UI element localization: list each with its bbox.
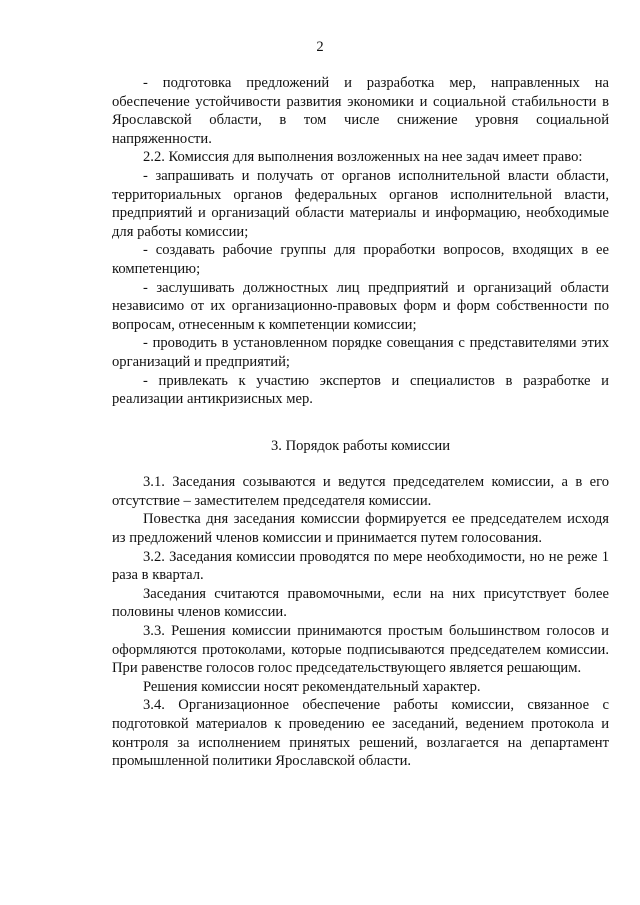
paragraph-hear-officials: - заслушивать должностных лиц предприятий и организаций области независимо от их организационно-правовых форм и форм собственности по вопросам, отнесенным к компетенции комиссии; (112, 279, 609, 333)
paragraph-recommendation: Решения комиссии носят рекомендательный характер. (143, 678, 481, 695)
paragraph-2-2-rights: 2.2. Комиссия для выполнения возложенных на нее задач имеет право: (143, 149, 583, 166)
paragraph-working-groups: - создавать рабочие группы для проработки вопросов, входящих в ее компетенцию; (112, 242, 609, 277)
paragraph-agenda: Повестка дня заседания комиссии формируется ее председателем исходя из предложений членов комиссии и принимается путем голосования. (112, 511, 609, 547)
paragraph-3-3: 3.3. Решения комиссии принимаются простым большинством голосов и оформляются протоколами, которые подписываются председателем комиссии. При равенстве голосов голос председательствующего является решающим. (112, 623, 609, 677)
paragraph-3-2: 3.2. Заседания комиссии проводятся по мере необходимости, но не реже 1 раза в квартал. (112, 548, 609, 584)
paragraph-attract-experts: - привлекать к участию экспертов и специалистов в разработке и реализации антикризисных мер. (112, 372, 609, 408)
page-number: 2 (316, 39, 324, 55)
paragraph-request-materials: - запрашивать и получать от органов исполнительной власти области, территориальных органов федеральных органов исполнительной власти, предприятий и организаций области материалы и информацию, необходимые для работы комиссии; (112, 167, 609, 240)
document-body (112, 74, 609, 771)
paragraph-hold-meetings: - проводить в установленном порядке совещания с представителями этих организаций и предприятий; (112, 335, 609, 370)
paragraph-quorum: Заседания считаются правомочными, если на них присутствует более половины членов комиссии. (112, 585, 609, 621)
paragraph-3-4: 3.4. Организационное обеспечение работы комиссии, связанное с подготовкой материалов к проведению ее заседаний, ведением протокола и контроля за исполнением принятых решений, возлагается на департамент промышленной политики Ярославской области. (112, 697, 609, 770)
section-heading: 3. Порядок работы комиссии (270, 437, 451, 454)
paragraph-3-1: 3.1. Заседания созываются и ведутся председателем комиссии, а в его отсутствие – заместителем председателя комиссии. (112, 474, 609, 509)
paragraph-measures-stability: - подготовка предложений и разработка мер, направленных на обеспечение устойчивости развития экономики и социальной стабильности в Ярославской области, в том числе снижение уровня социальной напряженности. (112, 75, 609, 147)
